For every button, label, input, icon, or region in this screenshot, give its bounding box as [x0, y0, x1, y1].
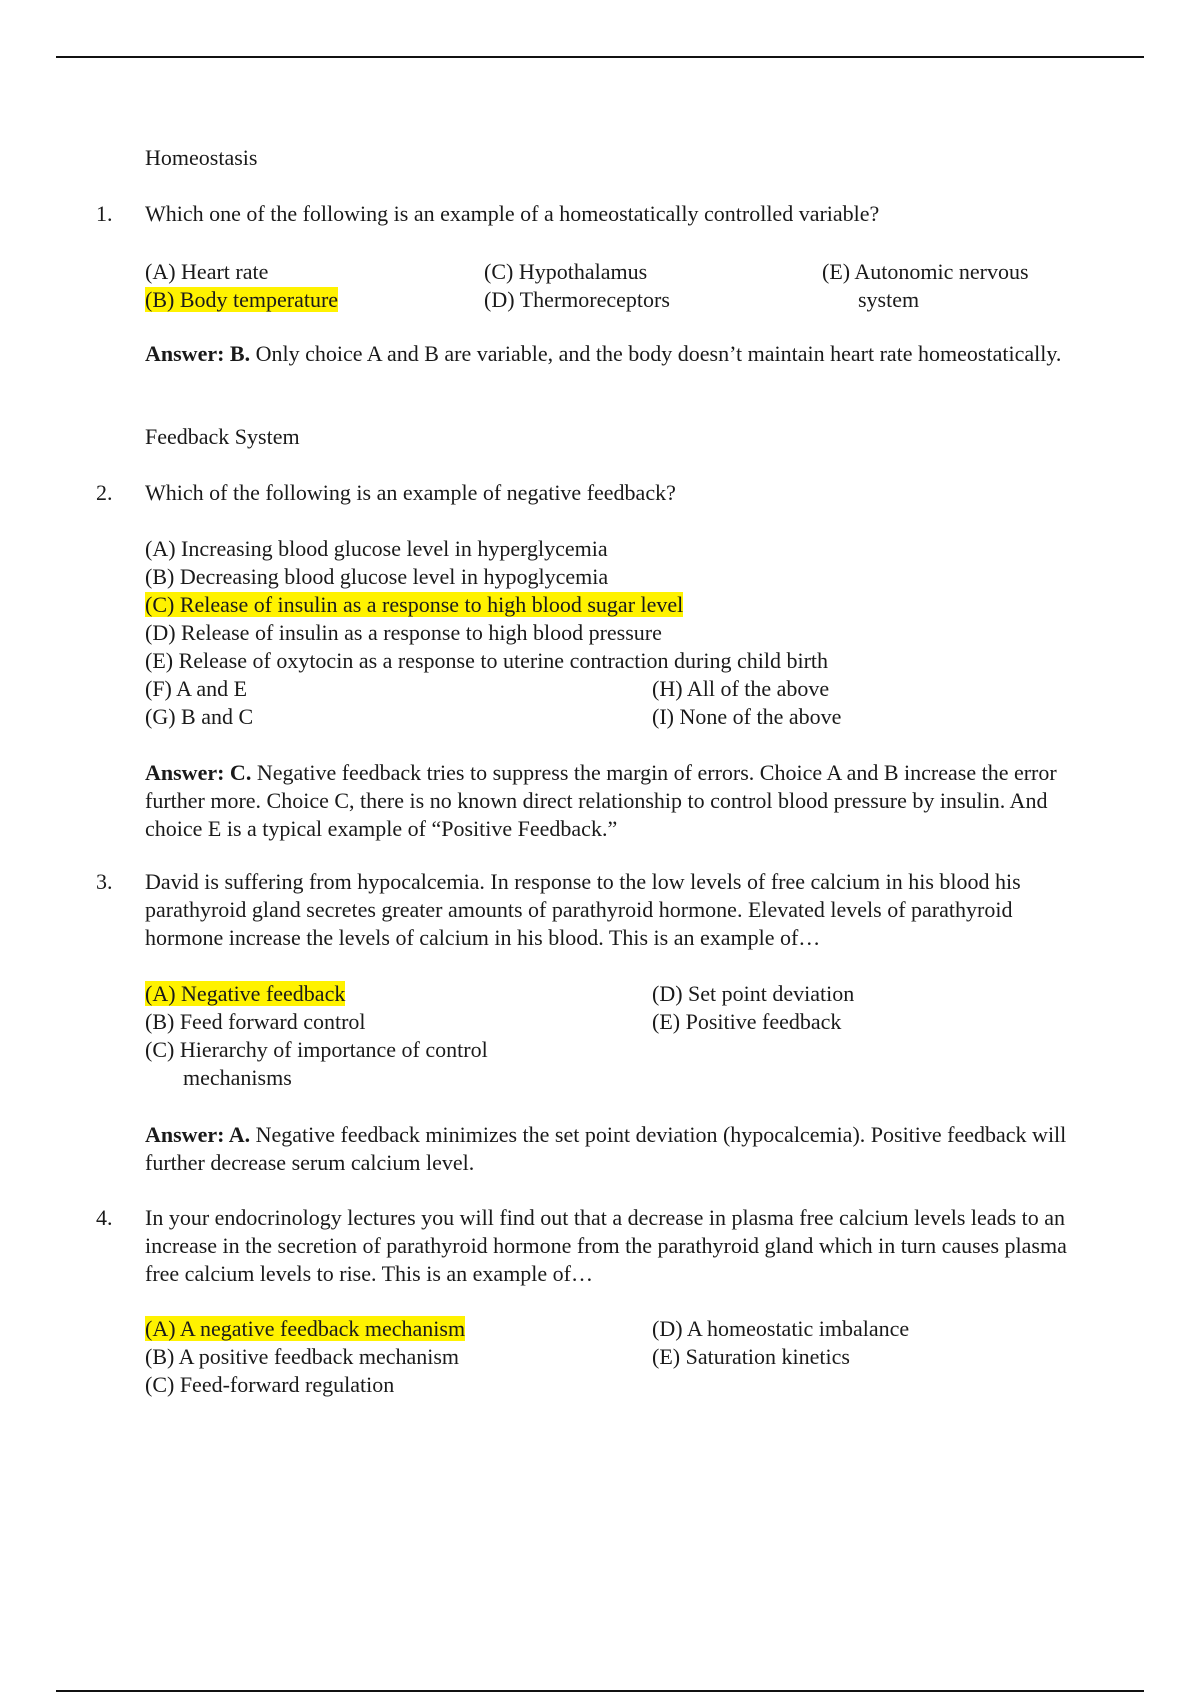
q4-option-d: (D) A homeostatic imbalance [652, 1316, 910, 1341]
q1-answer-label: Answer: B. [145, 341, 251, 366]
section-heading-homeostasis: Homeostasis [145, 145, 258, 170]
question-4-text: In your endocrinology lectures you will find out that a decrease in plasma free calcium levels leads to an increase in the secretion of parathyroid hormone from the parathyroid gland which in turn causes plasma free calcium levels to rise. This is an example of… [145, 1205, 1067, 1286]
q2-option-d: (D) Release of insulin as a response to high blood pressure [145, 620, 662, 645]
q3-option-e: (E) Positive feedback [652, 1009, 842, 1034]
section-heading-feedback: Feedback System [145, 424, 300, 449]
q2-option-a: (A) Increasing blood glucose level in hyperglycemia [145, 536, 608, 561]
q2-option-b: (B) Decreasing blood glucose level in hypoglycemia [145, 564, 609, 589]
q3-answer-text: Negative feedback minimizes the set point deviation (hypocalcemia). Positive feedback will further decrease serum calcium level. [145, 1122, 1067, 1175]
q1-option-b-wrap [145, 286, 338, 314]
q2-option-h: (H) All of the above [652, 676, 830, 701]
q2-answer-text: Negative feedback tries to suppress the margin of errors. Choice A and B increase the error further more. Choice C, there is no known direct relationship to control blood pressure by insulin. And choice E is a typical example of “Positive Feedback.” [145, 760, 1057, 841]
q2-option-c-wrap [145, 591, 683, 619]
question-2-text: Which of the following is an example of negative feedback? [145, 480, 676, 505]
q1-option-e-line2: system [858, 287, 920, 312]
q1-option-b-highlighted: (B) Body temperature [145, 287, 339, 312]
q4-option-e: (E) Saturation kinetics [652, 1344, 850, 1369]
q3-answer-label: Answer: A. [145, 1122, 251, 1147]
q1-answer [145, 340, 1095, 368]
q4-option-b: (B) A positive feedback mechanism [145, 1344, 460, 1369]
question-2-number: 2. [96, 480, 113, 505]
q2-option-g: (G) B and C [145, 704, 254, 729]
q3-answer [145, 1121, 1095, 1177]
question-3-text: David is suffering from hypocalcemia. In response to the low levels of free calcium in his blood his parathyroid gland secretes greater amounts of parathyroid hormone. Elevated levels of parathyroid hormone increase the levels of calcium in his blood. This is an example of… [145, 869, 1021, 950]
question-4-number: 4. [96, 1205, 113, 1230]
bottom-rule [56, 1690, 1144, 1692]
q1-option-d: (D) Thermoreceptors [484, 287, 670, 312]
question-1-text: Which one of the following is an example of a homeostatically controlled variable? [145, 201, 880, 226]
q3-option-b: (B) Feed forward control [145, 1009, 366, 1034]
q3-option-d: (D) Set point deviation [652, 981, 855, 1006]
q4-option-c: (C) Feed-forward regulation [145, 1372, 395, 1397]
question-1-number: 1. [96, 201, 113, 226]
q1-option-c: (C) Hypothalamus [484, 259, 648, 284]
q2-option-f: (F) A and E [145, 676, 248, 701]
q1-option-e-line1: (E) Autonomic nervous [822, 259, 1029, 284]
q3-option-a-highlighted: (A) Negative feedback [145, 981, 346, 1006]
q2-option-i: (I) None of the above [652, 704, 842, 729]
q4-option-a-wrap [145, 1315, 465, 1343]
q3-option-c-line1: (C) Hierarchy of importance of control [145, 1037, 488, 1062]
q1-answer-text: Only choice A and B are variable, and the body doesn’t maintain heart rate homeostatically. [250, 341, 1062, 366]
q3-option-a-wrap [145, 980, 345, 1008]
q2-option-c-highlighted: (C) Release of insulin as a response to high blood sugar level [145, 592, 684, 617]
q2-answer [145, 759, 1095, 843]
q2-answer-label: Answer: C. [145, 760, 252, 785]
q1-option-a: (A) Heart rate [145, 259, 269, 284]
q2-option-e: (E) Release of oxytocin as a response to uterine contraction during child birth [145, 648, 829, 673]
top-rule [56, 56, 1144, 58]
q3-option-c-line2: mechanisms [183, 1065, 292, 1090]
q4-option-a-highlighted: (A) A negative feedback mechanism [145, 1316, 466, 1341]
question-3-number: 3. [96, 869, 113, 894]
